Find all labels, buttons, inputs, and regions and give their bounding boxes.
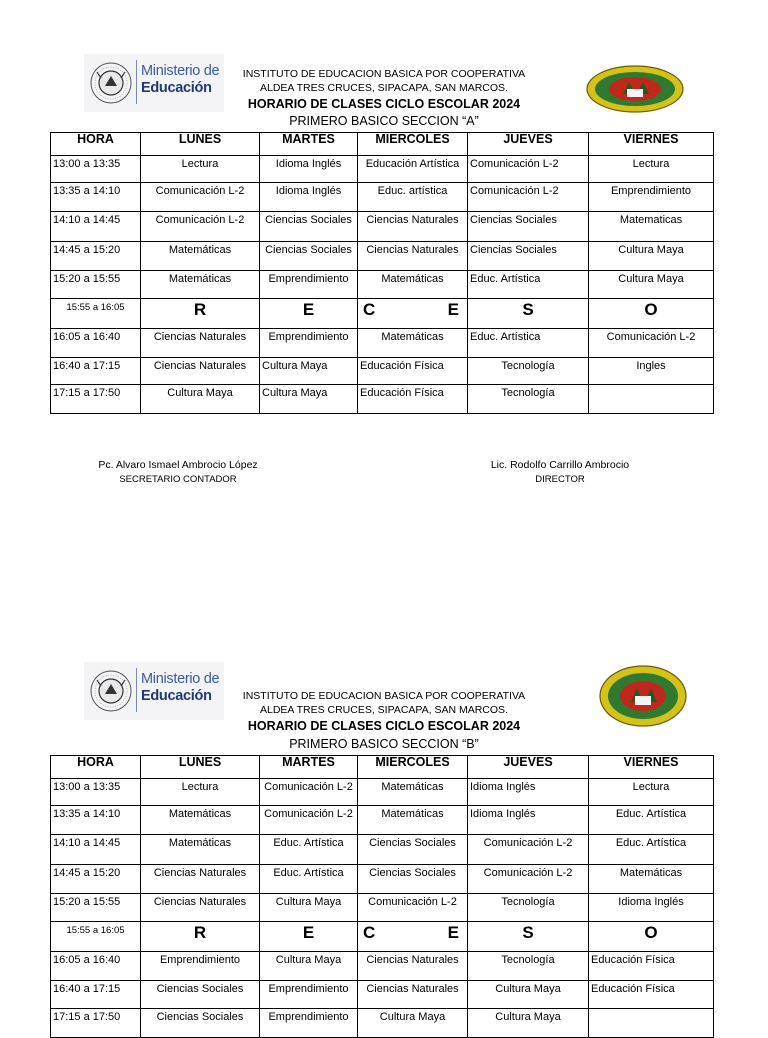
schedule-table-b	[50, 755, 714, 1038]
signature-role: DIRECTOR	[535, 474, 585, 485]
table-cell: Educación Física	[589, 981, 714, 1009]
institute-name-b: INSTITUTO DE EDUCACION BASICA POR COOPERATIVA	[242, 690, 526, 702]
signature-name: Lic. Rodolfo Carrillo Ambrocio	[490, 459, 630, 471]
table-cell: Idioma Inglés	[589, 894, 714, 922]
time-cell: 15:20 a 15:55	[51, 894, 141, 922]
table-cell: Ciencias Naturales	[358, 242, 468, 271]
table-row	[51, 952, 714, 981]
table-row	[51, 385, 714, 414]
signature-name: Pc. Alvaro Ismael Ambrocio López	[98, 459, 258, 471]
table-row	[51, 212, 714, 242]
table-cell: Tecnología	[468, 385, 589, 414]
recess-letter: E	[260, 922, 358, 952]
recess-row	[51, 922, 714, 952]
schedule-title-b: HORARIO DE CLASES CICLO ESCOLAR 2024	[247, 719, 521, 733]
table-cell	[589, 1009, 714, 1038]
table-cell: Ciencias Sociales	[358, 865, 468, 894]
table-cell: Ciencias Sociales	[468, 212, 589, 242]
table-cell: Emprendimiento	[260, 981, 358, 1009]
table-cell: Educ. Artística	[260, 865, 358, 894]
institute-address-b: ALDEA TRES CRUCES, SIPACAPA, SAN MARCOS.	[260, 704, 508, 716]
ministerio-line2: Educación	[141, 80, 212, 96]
col-header-jueves: JUEVES	[468, 756, 589, 779]
recess-letter: O	[589, 299, 714, 329]
section-subtitle-b: PRIMERO BASICO SECCION “B”	[289, 737, 479, 751]
recess-letter: S	[468, 922, 589, 952]
table-row	[51, 779, 714, 806]
table-cell: Lectura	[141, 156, 260, 183]
table-cell: Matemáticas	[589, 865, 714, 894]
col-header-martes: MARTES	[260, 756, 358, 779]
table-cell: Cultura Maya	[141, 385, 260, 414]
recess-row	[51, 299, 714, 329]
table-cell: Idioma Inglés	[468, 806, 589, 835]
table-row	[51, 271, 714, 299]
ministerio-line1: Ministerio de	[141, 671, 220, 687]
table-cell: Ciencias Sociales	[141, 981, 260, 1009]
table-cell: Emprendimiento	[260, 271, 358, 299]
table-cell: Ciencias Sociales	[358, 835, 468, 865]
table-cell: Educación Artística	[358, 156, 468, 183]
time-cell: 13:00 a 13:35	[51, 156, 141, 183]
table-cell: Emprendimiento	[141, 952, 260, 981]
time-cell: 17:15 a 17:50	[51, 385, 141, 414]
table-row	[51, 358, 714, 385]
recess-letters-ce	[358, 299, 468, 329]
table-cell: Comunicación L-2	[468, 183, 589, 212]
signature-secretario	[80, 459, 276, 485]
recess-letter: R	[141, 299, 260, 329]
table-cell: Idioma Inglés	[260, 156, 358, 183]
time-cell: 17:15 a 17:50	[51, 1009, 141, 1038]
table-cell: Idioma Inglés	[260, 183, 358, 212]
time-cell: 14:45 a 15:20	[51, 865, 141, 894]
table-row	[51, 835, 714, 865]
time-cell: 15:55 a 16:05	[51, 299, 141, 329]
table-row	[51, 242, 714, 271]
table-cell: Cultura Maya	[589, 242, 714, 271]
time-cell: 16:05 a 16:40	[51, 329, 141, 358]
table-cell: Cultura Maya	[468, 981, 589, 1009]
col-header-miercoles: MIERCOLES	[358, 756, 468, 779]
table-cell: Matemáticas	[358, 271, 468, 299]
time-cell: 14:10 a 14:45	[51, 212, 141, 242]
recess-letter: R	[141, 922, 260, 952]
table-cell: Ciencias Sociales	[260, 242, 358, 271]
ministerio-line2: Educación	[141, 688, 212, 704]
table-cell: Cultura Maya	[589, 271, 714, 299]
table-row	[51, 894, 714, 922]
col-header-lunes: LUNES	[141, 133, 260, 156]
table-cell: Comunicación L-2	[141, 183, 260, 212]
table-row	[51, 865, 714, 894]
table-cell: Ingles	[589, 358, 714, 385]
table-cell: Ciencias Naturales	[141, 894, 260, 922]
table-cell: Comunicación L-2	[589, 329, 714, 358]
time-cell: 14:45 a 15:20	[51, 242, 141, 271]
table-cell: Cultura Maya	[260, 385, 358, 414]
recess-letters-ce	[358, 922, 468, 952]
recess-letter: E	[260, 299, 358, 329]
table-cell: Comunicación L-2	[260, 806, 358, 835]
table-cell: Matematicas	[589, 212, 714, 242]
time-cell: 16:40 a 17:15	[51, 358, 141, 385]
recess-letter: E	[447, 300, 459, 319]
table-cell: Educ. artística	[358, 183, 468, 212]
time-cell: 14:10 a 14:45	[51, 835, 141, 865]
table-cell: Ciencias Naturales	[141, 358, 260, 385]
table-cell: Comunicación L-2	[260, 779, 358, 806]
table-cell: Cultura Maya	[260, 894, 358, 922]
table-cell: Ciencias Naturales	[358, 981, 468, 1009]
table-cell: Emprendimiento	[260, 1009, 358, 1038]
table-cell: Comunicación L-2	[468, 835, 589, 865]
table-cell: Emprendimiento	[589, 183, 714, 212]
recess-letter: O	[589, 922, 714, 952]
time-cell: 13:00 a 13:35	[51, 779, 141, 806]
table-cell: Cultura Maya	[358, 1009, 468, 1038]
table-cell: Matemáticas	[141, 242, 260, 271]
table-cell: Educ. Artística	[589, 835, 714, 865]
table-cell: Emprendimiento	[260, 329, 358, 358]
table-cell: Ciencias Naturales	[358, 212, 468, 242]
col-header-viernes: VIERNES	[589, 756, 714, 779]
signature-role: SECRETARIO CONTADOR	[119, 474, 237, 485]
table-cell: Educación Física	[358, 385, 468, 414]
table-row	[51, 183, 714, 212]
recess-letter: C	[363, 923, 376, 942]
table-cell: Educación Física	[358, 358, 468, 385]
time-cell: 13:35 a 14:10	[51, 806, 141, 835]
table-cell: Matemáticas	[141, 271, 260, 299]
table-cell: Cultura Maya	[260, 358, 358, 385]
table-cell: Educación Física	[589, 952, 714, 981]
table-cell: Educ. Artística	[468, 271, 589, 299]
col-header-jueves: JUEVES	[468, 133, 589, 156]
col-header-hora: HORA	[51, 133, 141, 156]
schedule-table-a	[50, 132, 714, 414]
section-subtitle-a: PRIMERO BASICO SECCION “A”	[289, 114, 479, 128]
table-cell: Cultura Maya	[468, 1009, 589, 1038]
time-cell: 15:20 a 15:55	[51, 271, 141, 299]
col-header-lunes: LUNES	[141, 756, 260, 779]
table-cell	[589, 385, 714, 414]
table-cell: Ciencias Sociales	[141, 1009, 260, 1038]
signature-director	[465, 459, 655, 485]
table-cell: Comunicación L-2	[358, 894, 468, 922]
time-cell: 15:55 a 16:05	[51, 922, 141, 952]
table-row	[51, 981, 714, 1009]
time-cell: 16:40 a 17:15	[51, 981, 141, 1009]
table-cell: Matemáticas	[358, 806, 468, 835]
recess-letter: E	[447, 923, 459, 942]
table-row	[51, 329, 714, 358]
table-cell: Matemáticas	[141, 835, 260, 865]
time-cell: 13:35 a 14:10	[51, 183, 141, 212]
table-header-row	[51, 756, 714, 779]
table-cell: Ciencias Sociales	[260, 212, 358, 242]
table-header-row	[51, 133, 714, 156]
table-cell: Educ. Artística	[260, 835, 358, 865]
col-header-miercoles: MIERCOLES	[358, 133, 468, 156]
table-row	[51, 806, 714, 835]
table-cell: Ciencias Naturales	[141, 865, 260, 894]
recess-letter: S	[468, 299, 589, 329]
table-cell: Comunicación L-2	[468, 865, 589, 894]
table-cell: Tecnología	[468, 952, 589, 981]
table-cell: Educ. Artística	[468, 329, 589, 358]
col-header-hora: HORA	[51, 756, 141, 779]
col-header-martes: MARTES	[260, 133, 358, 156]
schedule-title-a: HORARIO DE CLASES CICLO ESCOLAR 2024	[247, 97, 521, 111]
institute-address-a: ALDEA TRES CRUCES, SIPACAPA, SAN MARCOS.	[260, 82, 508, 94]
table-cell: Matemáticas	[358, 779, 468, 806]
table-cell: Matemáticas	[141, 806, 260, 835]
table-cell: Lectura	[589, 156, 714, 183]
table-cell: Ciencias Naturales	[358, 952, 468, 981]
table-cell: Comunicación L-2	[141, 212, 260, 242]
table-cell: Comunicación L-2	[468, 156, 589, 183]
table-row	[51, 156, 714, 183]
time-cell: 16:05 a 16:40	[51, 952, 141, 981]
table-cell: Educ. Artística	[589, 806, 714, 835]
table-cell: Ciencias Sociales	[468, 242, 589, 271]
institute-name-a: INSTITUTO DE EDUCACION BASICA POR COOPERATIVA	[242, 68, 526, 80]
table-cell: Lectura	[589, 779, 714, 806]
table-cell: Cultura Maya	[260, 952, 358, 981]
table-cell: Idioma Inglés	[468, 779, 589, 806]
table-cell: Matemáticas	[358, 329, 468, 358]
ministerio-line1: Ministerio de	[141, 63, 220, 79]
recess-letter: C	[363, 300, 376, 319]
table-cell: Tecnología	[468, 358, 589, 385]
table-cell: Lectura	[141, 779, 260, 806]
table-cell: Ciencias Naturales	[141, 329, 260, 358]
table-cell: Tecnología	[468, 894, 589, 922]
table-row	[51, 1009, 714, 1038]
col-header-viernes: VIERNES	[589, 133, 714, 156]
